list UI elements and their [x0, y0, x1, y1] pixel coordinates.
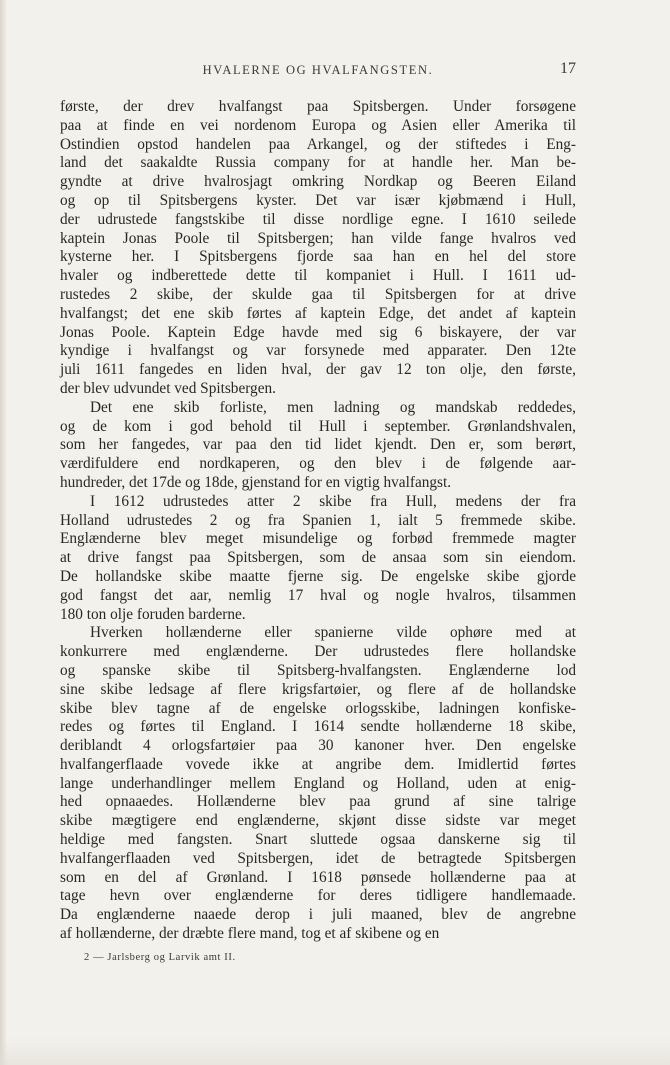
text-line: kyndige i hvalfangst og var forsynede med apparater. Den 12te [60, 342, 576, 360]
text-line: Ostindien opstod handelen paa Arkangel, og der stiftedes i Eng- [60, 135, 576, 153]
text-line: tage hevn over englænderne for deres tidligere handlemaade. [60, 887, 576, 905]
text-line: og spanske skibe til Spitsberg-hvalfangsten. Englænderne lod [60, 661, 576, 679]
paragraph [60, 624, 576, 944]
text-line: Holland udrustedes 2 og fra Spanien 1, ialt 5 fremmede skibe. [60, 511, 576, 529]
text-line: hed opnaaedes. Hollænderne blev paa grund af sine talrige [60, 793, 576, 811]
text-line: land det saakaldte Russia company for at handle her. Man be- [60, 154, 576, 172]
text-line: heldige med fangsten. Snart sluttede ogsaa danskerne sig til [60, 831, 576, 849]
page-number: 17 [560, 60, 576, 77]
running-title: HVALERNE OG HVALFANGSTEN. [202, 63, 434, 77]
text-line: hvalfangerflaaden ved Spitsbergen, idet de betragtede Spitsbergen [60, 849, 576, 867]
text-line: sine skibe ledsage af flere krigsfartøier, og flere af de hollandske [60, 680, 576, 698]
page-header [60, 60, 576, 81]
paragraph [60, 493, 576, 625]
page-binding-edge [0, 0, 7, 1065]
text-line: Jonas Poole. Kaptein Edge havde med sig 6 biskayere, der var [60, 323, 576, 341]
text-line: som her fangedes, var paa den tid lidet kjendt. Den er, som berørt, [60, 436, 576, 454]
text-line: som en del af Grønland. I 1618 pønsede hollænderne paa at [60, 868, 576, 886]
text-line: gyndte at drive hvalrosjagt omkring Nordkap og Beeren Eiland [60, 173, 576, 191]
footnote: 2 — Jarlsberg og Larvik amt II. [84, 952, 236, 963]
text-line: der udrustede fangstskibe til disse nordlige egne. I 1610 seilede [60, 210, 576, 228]
text-line: Englænderne blev meget misundelige og forbød fremmede magter [60, 530, 576, 548]
text-line: Hverken hollænderne eller spanierne vilde ophøre med at [90, 624, 576, 642]
text-line: Det ene skib forliste, men ladning og mandskab reddedes, [90, 398, 576, 416]
text-line: paa at finde en vei nordenom Europa og Asien eller Amerika til [60, 116, 576, 134]
text-line: kaptein Jonas Poole til Spitsbergen; han vilde fange hvalros ved [60, 229, 576, 247]
text-line: god fangst det aar, nemlig 17 hval og nogle hvalros, tilsammen [60, 586, 576, 604]
text-line: og op til Spitsbergens kyster. Det var især kjøbmænd i Hull, [60, 191, 576, 209]
text-line: konkurrere med englænderne. Der udrustedes flere hollandske [60, 643, 576, 661]
text-line: hundreder, det 17de og 18de, gjenstand for en vigtig hvalfangst. [60, 473, 452, 491]
text-line: 180 ton olje foruden barderne. [60, 605, 246, 623]
text-line: I 1612 udrustedes atter 2 skibe fra Hull, medens der fra [90, 492, 576, 510]
text-line: værdifuldere end nordkaperen, og den blev i de følgende aar- [60, 455, 576, 473]
text-line: skibe blev tagne af de engelske orlogsskibe, ladningen konfiske- [60, 699, 576, 717]
text-line: Da englænderne naaede derop i juli maaned, blev de angrebne [60, 906, 576, 924]
text-line: juli 1611 fangedes en liden hval, der gav 12 ton olje, den første, [60, 361, 576, 379]
body-text [60, 98, 576, 944]
text-line: redes og førtes til England. I 1614 sendte hollænderne 18 skibe, [60, 718, 576, 736]
text-line: hvalfangst; det ene skib førtes af kaptein Edge, det andet af kaptein [60, 304, 576, 322]
text-line: De hollandske skibe maatte fjerne sig. De engelske skibe gjorde [60, 567, 576, 585]
paragraph [60, 98, 576, 399]
text-line: af hollænderne, der dræbte flere mand, tog et af skibene og en [60, 925, 440, 943]
text-line: at drive fangst paa Spitsbergen, som de ansaa som sin eiendom. [60, 549, 576, 567]
text-line: første, der drev hvalfangst paa Spitsbergen. Under forsøgene [60, 98, 576, 115]
text-line: kysterne her. I Spitsbergens fjorde saa han en hel del store [60, 248, 576, 266]
paragraph [60, 399, 576, 493]
text-line: lange underhandlinger mellem England og Holland, uden at enig- [60, 774, 576, 792]
text-line: rustedes 2 skibe, der skulde gaa til Spitsbergen for at drive [60, 285, 576, 303]
text-line: hvaler og indberettede dette til kompaniet i Hull. I 1611 ud- [60, 267, 576, 285]
text-line: deriblandt 4 orlogsfartøier paa 30 kanoner hver. Den engelske [60, 737, 576, 755]
page-bottom-shadow [0, 1037, 670, 1065]
text-line: hvalfangerflaade vovede ikke at angribe dem. Imidlertid førtes [60, 755, 576, 773]
text-line: der blev udvundet ved Spitsbergen. [60, 379, 276, 397]
text-line: skibe mægtigere end englænderne, skjønt disse sidste var meget [60, 812, 576, 830]
text-line: og de kom i god behold til Hull i september. Grønlandshvalen, [60, 417, 576, 435]
